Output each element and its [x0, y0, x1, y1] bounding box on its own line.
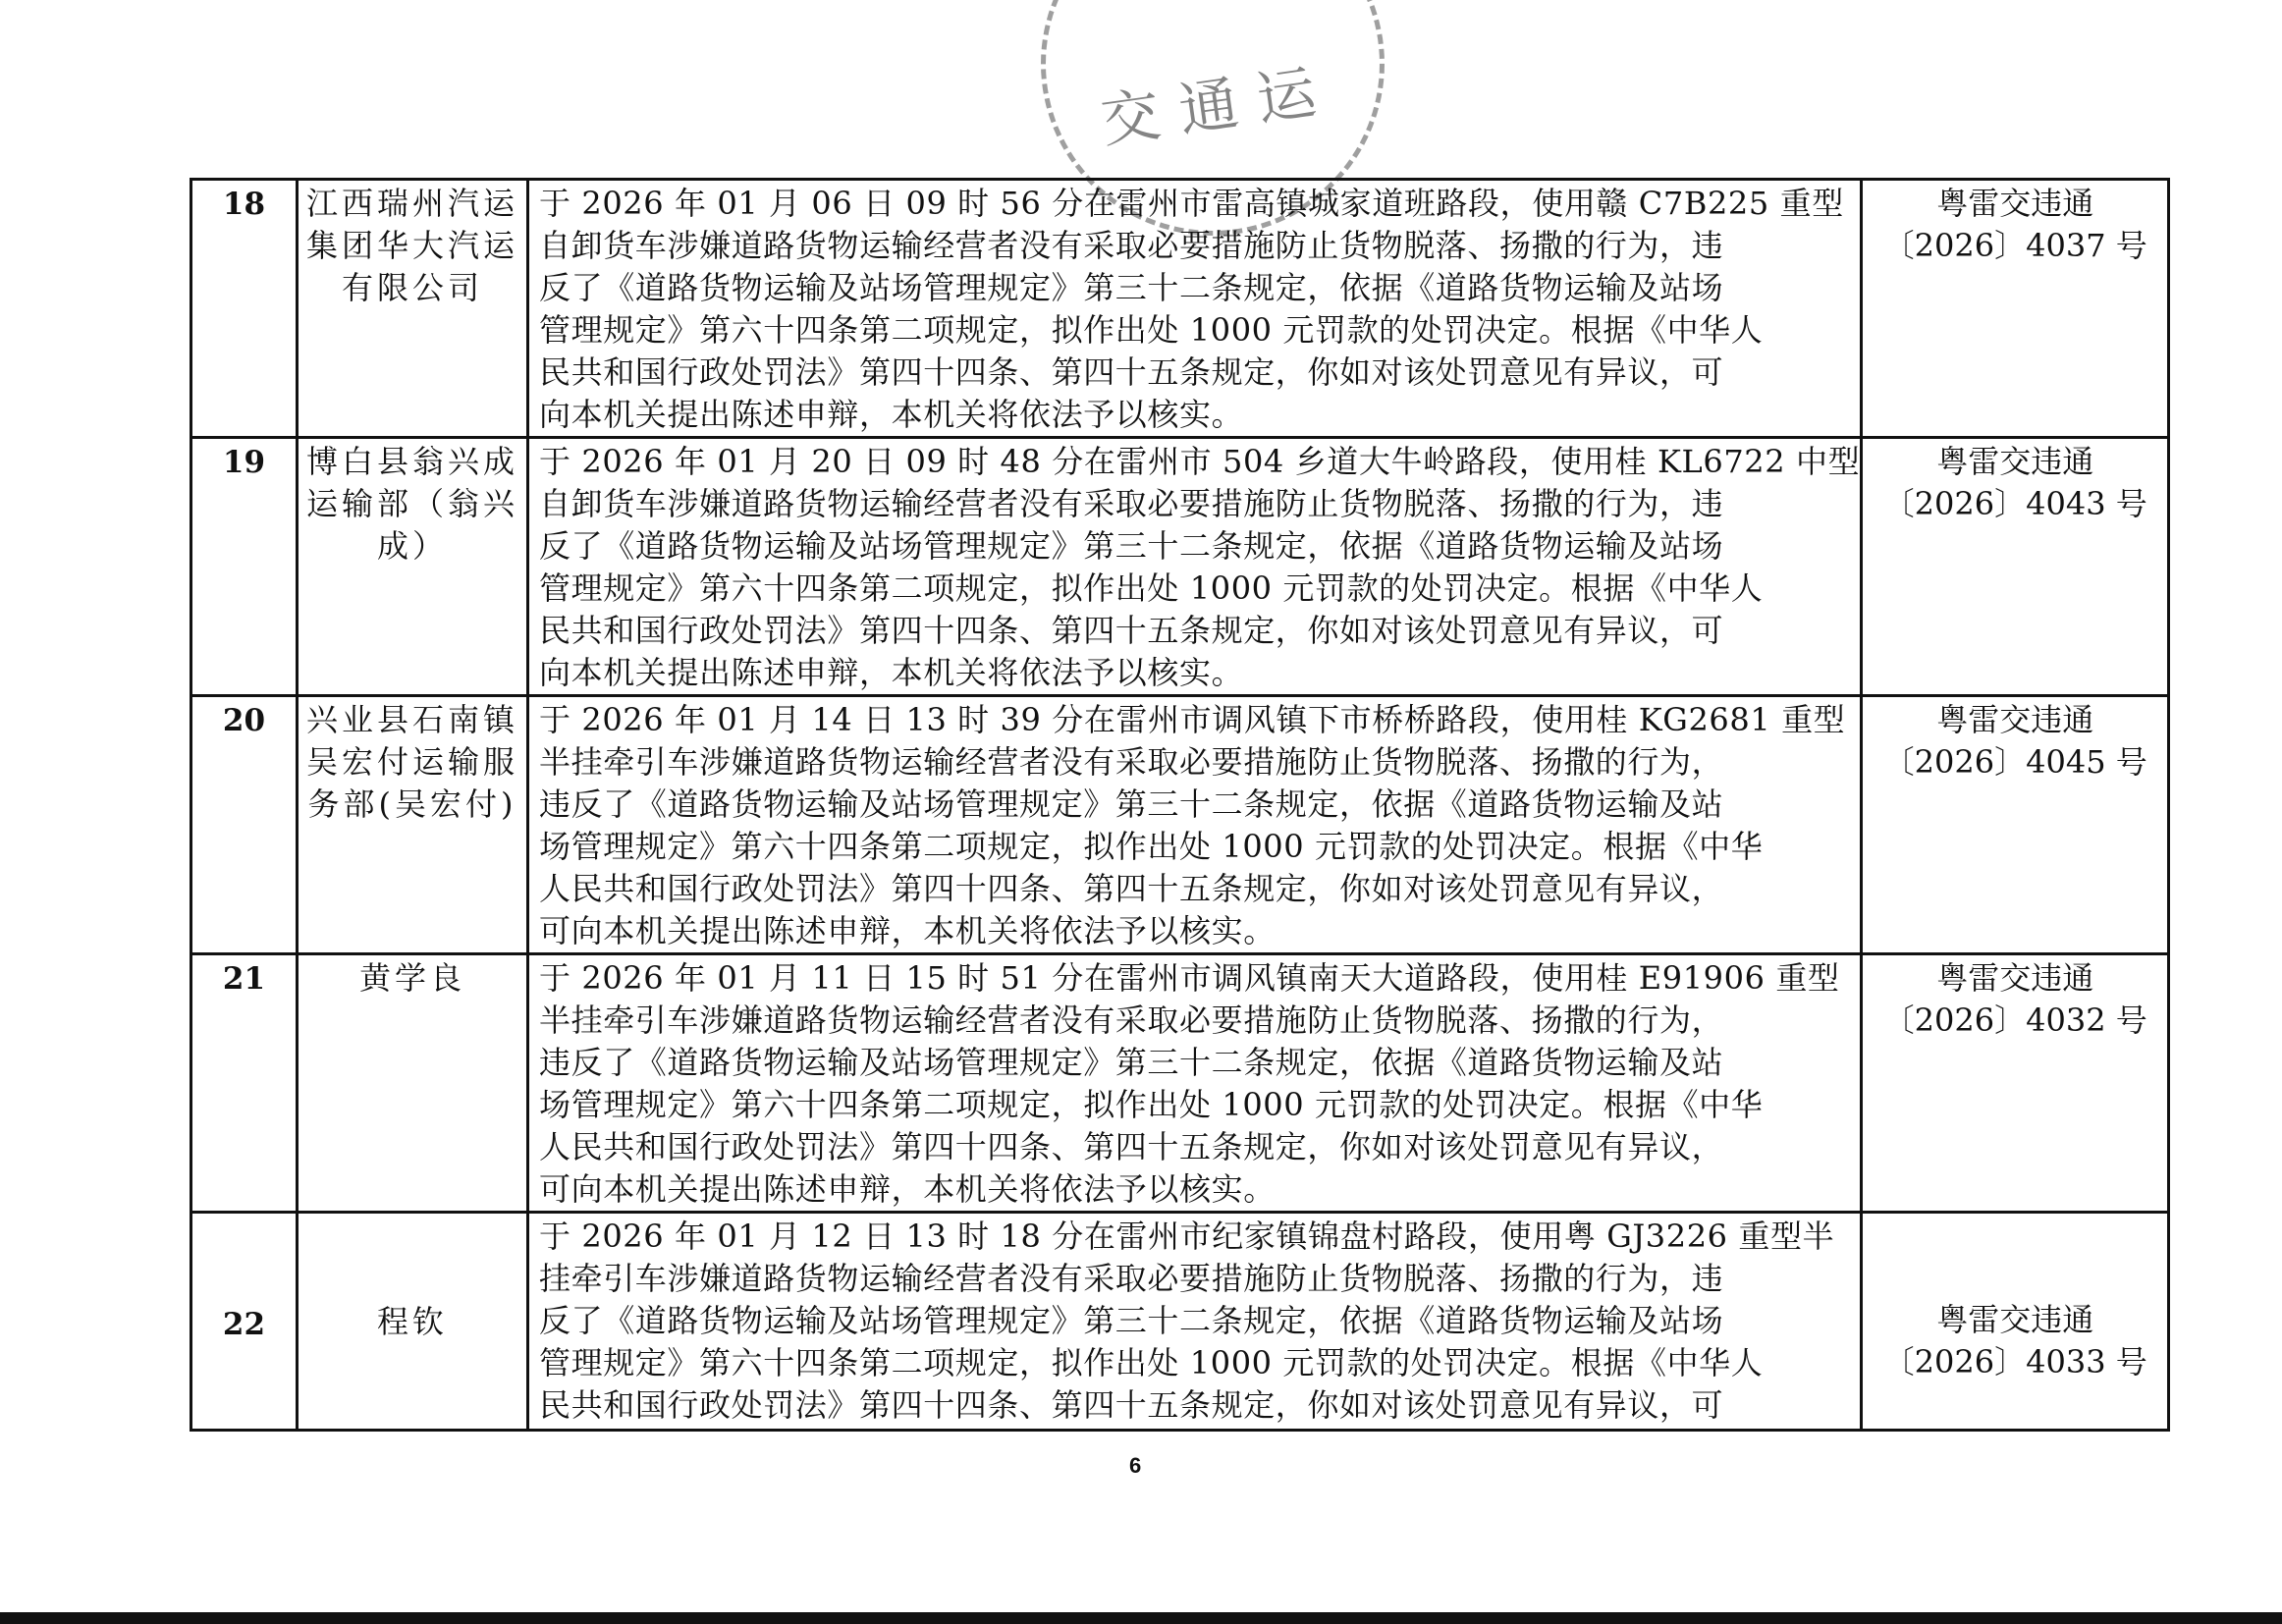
case-number-line: 〔2026〕4032 号 — [1882, 1001, 2147, 1039]
party-name-cell — [298, 180, 528, 438]
party-name-cell — [298, 954, 528, 1213]
row-number: 20 — [222, 703, 266, 738]
party-name-line: 兴业县石南镇 — [305, 701, 518, 738]
description-line: 可向本机关提出陈述申辩，本机关将依法予以核实。 — [539, 912, 1276, 949]
row-number-cell — [191, 438, 298, 696]
description-line: 人民共和国行政处罚法》第四十四条、第四十五条规定，你如对该处罚意见有异议， — [539, 1128, 1724, 1165]
description-line: 民共和国行政处罚法》第四十四条、第四十五条规定，你如对该处罚意见有异议，可 — [539, 612, 1724, 649]
party-name-line: 程钦 — [376, 1303, 448, 1340]
description-line: 自卸货车涉嫌道路货物运输经营者没有采取必要措施防止货物脱落、扬撒的行为，违 — [539, 227, 1724, 264]
description-line: 违反了《道路货物运输及站场管理规定》第三十二条规定，依据《道路货物运输及站 — [539, 785, 1724, 823]
description-line: 管理规定》第六十四条第二项规定，拟作出处 1000 元罚款的处罚决定。根据《中华人 — [539, 311, 1764, 349]
violation-description-cell — [528, 954, 1862, 1213]
scan-edge-bar — [0, 1612, 2282, 1624]
description-line: 向本机关提出陈述申辩，本机关将依法予以核实。 — [539, 654, 1244, 691]
row-number-cell — [191, 954, 298, 1213]
party-name-line: 运输部（翁兴 — [305, 485, 518, 522]
row-number: 18 — [222, 187, 266, 222]
case-number-line: 粤雷交违通 — [1936, 701, 2094, 738]
violation-description-cell — [528, 180, 1862, 438]
description-line: 人民共和国行政处罚法》第四十四条、第四十五条规定，你如对该处罚意见有异议， — [539, 870, 1724, 907]
party-name-line: 有限公司 — [341, 269, 483, 306]
description-line: 可向本机关提出陈述申辩，本机关将依法予以核实。 — [539, 1170, 1276, 1208]
case-number-cell — [1862, 696, 2169, 954]
description-line: 反了《道路货物运输及站场管理规定》第三十二条规定，依据《道路货物运输及站场 — [539, 527, 1724, 565]
case-number-cell — [1862, 438, 2169, 696]
case-number-line: 〔2026〕4037 号 — [1882, 227, 2147, 264]
party-name-line: 黄学良 — [358, 959, 465, 997]
party-name-cell — [298, 1213, 528, 1431]
description-line: 于 2026 年 01 月 12 日 13 时 18 分在雷州市纪家镇锦盘村路段，使用粤 GJ3226 重型半 — [539, 1218, 1835, 1255]
table-row — [191, 954, 2169, 1213]
description-line: 半挂牵引车涉嫌道路货物运输经营者没有采取必要措施防止货物脱落、扬撒的行为， — [539, 1001, 1724, 1039]
party-name-cell — [298, 438, 528, 696]
violation-description-cell — [528, 696, 1862, 954]
table-row — [191, 1213, 2169, 1431]
description-line: 于 2026 年 01 月 11 日 15 时 51 分在雷州市调风镇南天大道路段，使用桂 E91906 重型 — [539, 959, 1840, 997]
party-name-line: 成） — [376, 527, 448, 565]
case-number-line: 〔2026〕4043 号 — [1882, 485, 2147, 522]
party-name-cell — [298, 696, 528, 954]
description-line: 于 2026 年 01 月 20 日 09 时 48 分在雷州市 504 乡道大牛岭路段，使用桂 KL6722 中型 — [539, 443, 1861, 480]
description-line: 反了《道路货物运输及站场管理规定》第三十二条规定，依据《道路货物运输及站场 — [539, 1302, 1724, 1339]
case-number-cell — [1862, 180, 2169, 438]
description-line: 向本机关提出陈述申辩，本机关将依法予以核实。 — [539, 396, 1244, 433]
description-line: 于 2026 年 01 月 14 日 13 时 39 分在雷州市调风镇下市桥桥路段，使用桂 KG2681 重型 — [539, 701, 1846, 738]
description-line: 管理规定》第六十四条第二项规定，拟作出处 1000 元罚款的处罚决定。根据《中华人 — [539, 1344, 1764, 1381]
description-line: 民共和国行政处罚法》第四十四条、第四十五条规定，你如对该处罚意见有异议，可 — [539, 1386, 1724, 1424]
description-line: 场管理规定》第六十四条第二项规定，拟作出处 1000 元罚款的处罚决定。根据《中华 — [539, 1086, 1764, 1123]
description-line: 于 2026 年 01 月 06 日 09 时 56 分在雷州市雷高镇城家道班路段，使用赣 C7B225 重型 — [539, 185, 1844, 222]
case-number-line: 粤雷交违通 — [1936, 1300, 2094, 1338]
case-number-line: 粤雷交违通 — [1936, 443, 2094, 480]
description-line: 挂牵引车涉嫌道路货物运输经营者没有采取必要措施防止货物脱落、扬撒的行为，违 — [539, 1260, 1724, 1297]
table-row — [191, 180, 2169, 438]
case-number-line: 〔2026〕4045 号 — [1882, 743, 2147, 781]
description-line: 民共和国行政处罚法》第四十四条、第四十五条规定，你如对该处罚意见有异议，可 — [539, 353, 1724, 391]
case-number-line: 〔2026〕4033 号 — [1882, 1342, 2147, 1380]
party-name-line: 吴宏付运输服 — [305, 743, 518, 781]
case-number-line: 粤雷交违通 — [1936, 959, 2094, 997]
description-line: 反了《道路货物运输及站场管理规定》第三十二条规定，依据《道路货物运输及站场 — [539, 269, 1724, 306]
row-number: 19 — [222, 445, 266, 480]
description-line: 自卸货车涉嫌道路货物运输经营者没有采取必要措施防止货物脱落、扬撒的行为，违 — [539, 485, 1724, 522]
page-number: 6 — [1129, 1453, 1142, 1478]
violation-description-cell — [528, 438, 1862, 696]
table-row — [191, 696, 2169, 954]
seal-lettering: 交通运 — [1096, 55, 1340, 157]
party-name-line: 江西瑞州汽运 — [305, 185, 518, 222]
table-row — [191, 438, 2169, 696]
row-number-cell — [191, 696, 298, 954]
description-line: 半挂牵引车涉嫌道路货物运输经营者没有采取必要措施防止货物脱落、扬撒的行为， — [539, 743, 1724, 781]
party-name-line: 博白县翁兴成 — [305, 443, 518, 480]
party-name-line: 务部(吴宏付) — [307, 785, 517, 823]
case-number-cell — [1862, 954, 2169, 1213]
row-number-cell — [191, 180, 298, 438]
case-number-line: 粤雷交违通 — [1936, 185, 2094, 222]
description-line: 场管理规定》第六十四条第二项规定，拟作出处 1000 元罚款的处罚决定。根据《中华 — [539, 828, 1764, 865]
penalty-table — [190, 178, 2170, 1432]
description-line: 违反了《道路货物运输及站场管理规定》第三十二条规定，依据《道路货物运输及站 — [539, 1044, 1724, 1081]
violation-description-cell — [528, 1213, 1862, 1431]
row-number-cell — [191, 1213, 298, 1431]
party-name-line: 集团华大汽运 — [305, 227, 518, 264]
row-number: 22 — [222, 1306, 266, 1342]
description-line: 管理规定》第六十四条第二项规定，拟作出处 1000 元罚款的处罚决定。根据《中华人 — [539, 569, 1764, 607]
row-number: 21 — [222, 961, 266, 997]
case-number-cell — [1862, 1213, 2169, 1431]
